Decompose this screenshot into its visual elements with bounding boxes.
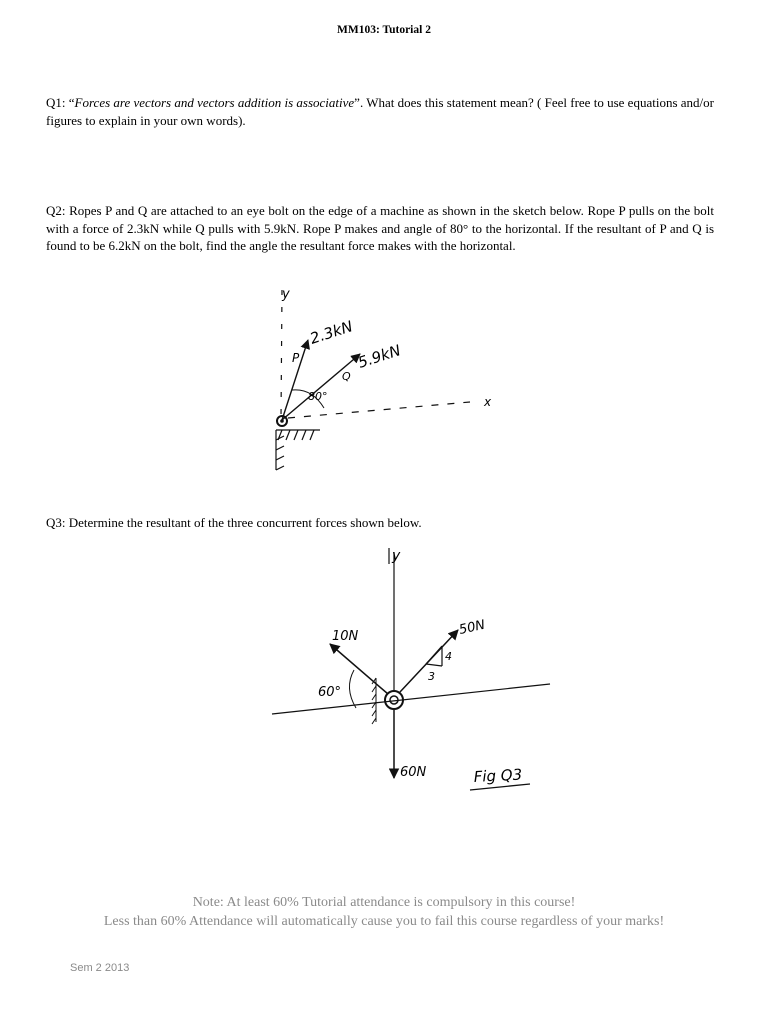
q2-x-label: x <box>484 395 492 409</box>
q3-slope-run: 3 <box>428 670 435 683</box>
q3-slope-rise: 4 <box>445 650 452 663</box>
question-1 <box>46 94 714 129</box>
note-line-2: Less than 60% Attendance will automatically cause you to fail this course regardless of your marks! <box>103 914 665 929</box>
q2-force-p-label: 2.3kN <box>307 317 355 348</box>
q2-figure <box>258 284 508 484</box>
question-3: Q3: Determine the resultant of the three concurrent forces shown below. <box>46 515 422 530</box>
q3-f2-label: 50N <box>457 617 487 638</box>
q3-angle-label: 60° <box>318 685 342 700</box>
q3-fig-label: Fig Q3 <box>473 765 523 786</box>
q2-y-label: y <box>282 287 290 302</box>
q1-label: Q1: “ <box>46 95 75 110</box>
q3-angle-arc <box>349 670 356 708</box>
q2-y-axis <box>281 290 282 418</box>
page-title: MM103: Tutorial 2 <box>337 24 431 36</box>
q3-x-axis <box>272 684 550 714</box>
q2-machine-edge <box>276 430 320 470</box>
note-line-1: Note: At least 60% Tutorial attendance is compulsory in this course! <box>192 895 576 910</box>
q3-f3-label: 60N <box>400 765 427 780</box>
q3-wall <box>372 678 376 724</box>
q2-x-axis <box>288 402 470 418</box>
q2-p-label: P <box>292 351 300 365</box>
question-2: Q2: Ropes P and Q are attached to an eye bolt on the edge of a machine as shown in the sketch below. Rope P pulls on the bolt with a force of 2.3kN while Q pulls with 5.9kN. Rope P makes and angle of 80° to the horizontal. If the resultant of P and Q is found to be 6.2kN on the bolt, find the angle the resultant force makes with the horizontal. <box>46 203 714 253</box>
q3-y-label: y <box>392 548 401 564</box>
q3-f1-label: 10N <box>332 629 359 644</box>
q2-q-label: Q <box>342 370 351 383</box>
footer-semester: Sem 2 2013 <box>70 962 130 974</box>
q1-rest: ”. What does this statement mean? ( Feel free to use equations and/or figures to explain in your own words). <box>46 95 714 128</box>
q2-angle-label: 80° <box>308 390 328 403</box>
q3-figure <box>268 542 568 802</box>
attendance-note <box>0 893 768 931</box>
q2-force-q-label: 5.9kN <box>355 341 403 372</box>
q1-quote: Forces are vectors and vectors addition is associative <box>74 95 355 110</box>
